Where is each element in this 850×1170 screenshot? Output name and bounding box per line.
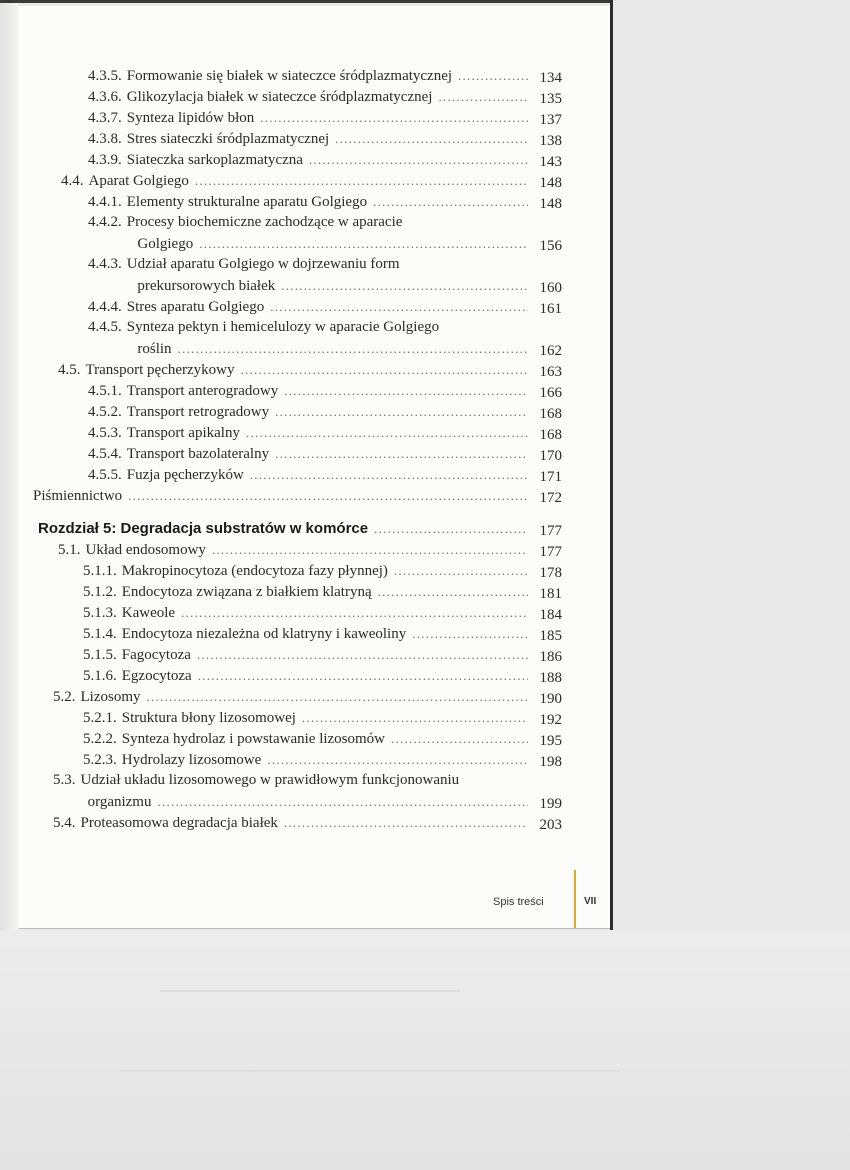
- scanner-background: [0, 930, 850, 1170]
- toc-page-number: 148: [539, 175, 562, 191]
- toc-entry: [18, 381, 578, 400]
- toc-leader-dots: [335, 129, 528, 148]
- toc-leader-dots: [281, 276, 528, 295]
- toc-entry-number: 4.4.3.: [88, 256, 122, 272]
- toc-entry: [18, 150, 578, 169]
- toc-entry-number: 4.5.4.: [88, 446, 122, 462]
- toc-entry-number: 4.5.3.: [88, 425, 122, 441]
- toc-leader-dots: [284, 381, 528, 400]
- toc-page-number: 185: [539, 628, 562, 644]
- toc-entry: [18, 486, 578, 505]
- toc-leader-dots: [309, 150, 528, 169]
- toc-page-number: 178: [539, 565, 562, 581]
- toc-entry-title: Siateczka sarkoplazmatyczna: [126, 152, 303, 168]
- toc-page-number: 172: [539, 490, 562, 506]
- toc-entry-title: Kaweole: [121, 605, 176, 621]
- toc-entry-title: Stres aparatu Golgiego: [126, 299, 265, 315]
- toc-page-number: 166: [539, 385, 562, 401]
- toc-entry-title: Elementy strukturalne aparatu Golgiego: [126, 194, 368, 210]
- toc-entry-number: 5.1.4.: [83, 626, 117, 642]
- toc-entry-title: Synteza lipidów błon: [126, 110, 255, 126]
- toc-entry-number: 5.2.3.: [83, 752, 117, 768]
- toc-entry-number: 4.5.1.: [88, 383, 122, 399]
- toc-entry-number: 4.4.5.: [88, 319, 122, 335]
- toc-leader-dots: [267, 750, 528, 769]
- toc-leader-dots: [250, 465, 528, 484]
- toc-entry-number: 5.2.: [53, 689, 76, 705]
- toc-entry-title: Udział układu lizosomowego w prawidłowym funkcjonowaniu: [80, 772, 460, 788]
- toc-leader-dots: [260, 108, 528, 127]
- toc-entry: [18, 561, 578, 580]
- toc-entry-title-continued: prekursorowych białek: [137, 278, 276, 294]
- toc-page-number: 181: [539, 586, 562, 602]
- toc-entry: [18, 582, 578, 601]
- toc-entry-title: Transport retrogradowy: [126, 404, 270, 420]
- toc-page-number: 137: [539, 112, 562, 128]
- toc-entry: [18, 771, 578, 811]
- toc-entry-title: Endocytoza niezależna od klatryny i kaweoliny: [121, 626, 407, 642]
- toc-leader-dots: [157, 792, 528, 811]
- toc-entry: [18, 687, 578, 706]
- toc-entry: [18, 603, 578, 622]
- toc-page-number: 162: [539, 343, 562, 359]
- footer-divider: [574, 870, 576, 928]
- toc-entry-title: Procesy biochemiczne zachodzące w aparacie: [126, 214, 403, 230]
- toc-page-number: 171: [539, 469, 562, 485]
- toc-entry-number: 4.4.2.: [88, 214, 122, 230]
- toc-entry-title: Transport anterogradowy: [126, 383, 279, 399]
- toc-entry-number: 5.1.1.: [83, 563, 117, 579]
- toc-page-number: 199: [539, 796, 562, 812]
- toc-page-number: 168: [539, 406, 562, 422]
- toc-entry-title: Formowanie się białek w siateczce śródplazmatycznej: [126, 68, 453, 84]
- book-page: [18, 6, 612, 928]
- toc-page-number: 135: [539, 91, 562, 107]
- toc-entry-number: 4.4.4.: [88, 299, 122, 315]
- toc-entry-title: Hydrolazy lizosomowe: [121, 752, 262, 768]
- toc-page-number: 192: [539, 712, 562, 728]
- toc-leader-dots: [199, 234, 528, 253]
- toc-entry-title: Transport apikalny: [126, 425, 240, 441]
- toc-entry: [18, 624, 578, 643]
- toc-entry-title: Glikozylacja białek w siateczce śródplazmatycznej: [126, 89, 433, 105]
- toc-page-number: 148: [539, 196, 562, 212]
- toc-entry-title: Transport pęcherzykowy: [85, 362, 235, 378]
- toc-page-number: 138: [539, 133, 562, 149]
- toc-entry: [18, 255, 578, 295]
- toc-page-number: 134: [539, 70, 562, 86]
- toc-entry-title: Piśmiennictwo: [33, 488, 123, 504]
- page-right-edge: [610, 0, 613, 930]
- bleed-through-line: [120, 1070, 620, 1072]
- toc-page-number: 168: [539, 427, 562, 443]
- toc-entry-title: Aparat Golgiego: [88, 173, 189, 189]
- toc-page-number: 190: [539, 691, 562, 707]
- toc-entry-number: 5.1.3.: [83, 605, 117, 621]
- toc-entry: [18, 465, 578, 484]
- toc-leader-dots: [458, 66, 528, 85]
- toc-page-number: 198: [539, 754, 562, 770]
- toc-entry-title: Makropinocytoza (endocytoza fazy płynnej): [121, 563, 388, 579]
- toc-entry: [18, 66, 578, 85]
- table-of-contents: [18, 6, 612, 928]
- toc-entry-number: 4.4.: [61, 173, 84, 189]
- toc-page-number: 143: [539, 154, 562, 170]
- toc-entry: [18, 666, 578, 685]
- toc-entry: [18, 318, 578, 358]
- toc-leader-dots: [241, 360, 529, 379]
- toc-page-number: 170: [539, 448, 562, 464]
- toc-entry: [18, 423, 578, 442]
- toc-entry: [18, 750, 578, 769]
- toc-leader-dots: [284, 813, 528, 832]
- toc-page-number: 195: [539, 733, 562, 749]
- toc-entry-number: 4.3.8.: [88, 131, 122, 147]
- toc-leader-dots: [195, 171, 528, 190]
- toc-entry: [18, 360, 578, 379]
- toc-leader-dots: [275, 402, 528, 421]
- toc-leader-dots: [394, 561, 528, 580]
- toc-entry: [18, 402, 578, 421]
- toc-entry-number: 5.4.: [53, 815, 76, 831]
- toc-entry-title: Egzocytoza: [121, 668, 192, 684]
- toc-chapter-heading: [18, 519, 578, 538]
- toc-page-number: 177: [539, 544, 562, 560]
- toc-entry-number: 4.3.7.: [88, 110, 122, 126]
- toc-entry-title-continued: Golgiego: [137, 236, 194, 252]
- toc-entry-number: 5.1.2.: [83, 584, 117, 600]
- toc-entry: [18, 540, 578, 559]
- toc-entry-title: Synteza hydrolaz i powstawanie lizosomów: [121, 731, 386, 747]
- toc-leader-dots: [412, 624, 528, 643]
- toc-entry: [18, 813, 578, 832]
- toc-page-number: 160: [539, 280, 562, 296]
- toc-page-number: 186: [539, 649, 562, 665]
- toc-entry-title-continued: organizmu: [87, 794, 152, 810]
- toc-leader-dots: [212, 540, 528, 559]
- toc-entry-title: Udział aparatu Golgiego w dojrzewaniu form: [126, 256, 400, 272]
- toc-entry-title: Lizosomy: [80, 689, 141, 705]
- toc-entry-number: 5.2.1.: [83, 710, 117, 726]
- toc-leader-dots: [246, 423, 528, 442]
- toc-entry-number: 5.3.: [53, 772, 76, 788]
- toc-leader-dots: [302, 708, 528, 727]
- toc-entry: [18, 708, 578, 727]
- toc-entry-title: Fagocytoza: [121, 647, 191, 663]
- toc-entry-title-continued: roślin: [137, 341, 172, 357]
- toc-entry-number: 4.5.2.: [88, 404, 122, 420]
- toc-entry-number: 4.3.9.: [88, 152, 122, 168]
- footer-section-label: Spis treści: [493, 896, 544, 908]
- toc-entry-title: Struktura błony lizosomowej: [121, 710, 296, 726]
- toc-entry-number: 5.1.5.: [83, 647, 117, 663]
- toc-entry-title: Proteasomowa degradacja białek: [80, 815, 278, 831]
- toc-entry: [18, 87, 578, 106]
- toc-entry: [18, 108, 578, 127]
- toc-entry-title: Rozdział 5: Degradacja substratów w komórce: [38, 520, 369, 537]
- toc-leader-dots: [378, 582, 528, 601]
- toc-leader-dots: [128, 486, 528, 505]
- toc-leader-dots: [178, 339, 528, 358]
- toc-entry: [18, 192, 578, 211]
- toc-leader-dots: [438, 87, 528, 106]
- toc-leader-dots: [373, 192, 528, 211]
- toc-entry-title: Synteza pektyn i hemicelulozy w aparacie Golgiego: [126, 319, 440, 335]
- toc-entry-number: 5.1.: [58, 542, 81, 558]
- toc-entry: [18, 297, 578, 316]
- footer-page-number: VII: [584, 896, 597, 907]
- toc-entry: [18, 645, 578, 664]
- toc-entry: [18, 213, 578, 253]
- toc-page-number: 188: [539, 670, 562, 686]
- page-top-edge: [0, 0, 612, 3]
- toc-leader-dots: [270, 297, 528, 316]
- toc-page-number: 177: [539, 523, 562, 539]
- toc-page-number: 184: [539, 607, 562, 623]
- toc-entry-number: 4.4.1.: [88, 194, 122, 210]
- toc-entry: [18, 729, 578, 748]
- toc-page-number: 163: [539, 364, 562, 380]
- toc-entry-number: 4.5.: [58, 362, 81, 378]
- toc-page-number: 203: [539, 817, 562, 833]
- toc-entry: [18, 171, 578, 190]
- toc-entry-title: Fuzja pęcherzyków: [126, 467, 244, 483]
- bleed-through-line: [160, 990, 460, 992]
- toc-leader-dots: [391, 729, 528, 748]
- toc-entry-number: 4.3.6.: [88, 89, 122, 105]
- toc-page-number: 156: [539, 238, 562, 254]
- toc-leader-dots: [197, 645, 528, 664]
- toc-entry: [18, 129, 578, 148]
- toc-entry: [18, 444, 578, 463]
- toc-page-number: 161: [539, 301, 562, 317]
- toc-entry-title: Układ endosomowy: [85, 542, 206, 558]
- toc-leader-dots: [374, 519, 528, 538]
- toc-leader-dots: [147, 687, 529, 706]
- toc-leader-dots: [181, 603, 528, 622]
- toc-entry-title: Transport bazolateralny: [126, 446, 270, 462]
- page-gutter: [0, 0, 18, 930]
- toc-leader-dots: [198, 666, 528, 685]
- toc-entry-number: 5.1.6.: [83, 668, 117, 684]
- toc-entry-number: 4.5.5.: [88, 467, 122, 483]
- toc-leader-dots: [275, 444, 528, 463]
- toc-entry-title: Endocytoza związana z białkiem klatryną: [121, 584, 372, 600]
- toc-entry-number: 5.2.2.: [83, 731, 117, 747]
- toc-entry-title: Stres siateczki śródplazmatycznej: [126, 131, 330, 147]
- toc-entry-number: 4.3.5.: [88, 68, 122, 84]
